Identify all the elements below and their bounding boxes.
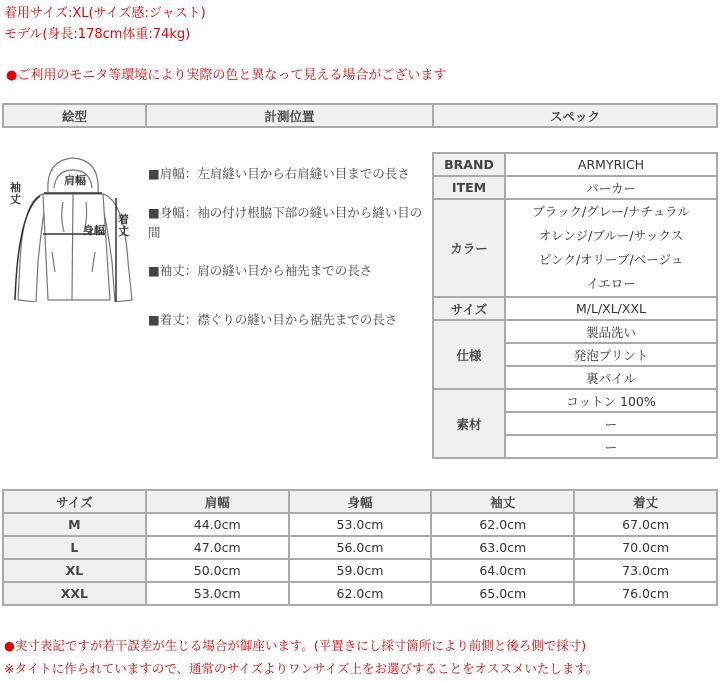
size-cell: 59.0cm [289,559,432,582]
spec-brand: ARMYRICH [505,153,717,176]
table-row [3,513,717,536]
size-cell: 67.0cm [574,513,717,536]
header-measure: 計測位置 [146,104,433,127]
size-header: サイズ [3,490,146,513]
measure-body: ■身幅：袖の付け根脇下部の縫い目から縫い目の間 [148,205,423,240]
header-spec: スペック [433,104,717,127]
table-row [3,536,717,559]
size-cell: 53.0cm [289,513,432,536]
spec-colors [505,199,717,297]
spec-color-label: カラー [433,199,505,297]
size-table [2,489,718,606]
spec-size-label: サイズ [433,297,505,320]
size-cell: 50.0cm [146,559,289,582]
spec-material: ー [505,435,717,458]
size-cell: 62.0cm [431,513,574,536]
label-body: 身幅 [83,224,105,237]
spec-item: パーカー [505,176,717,199]
spec-material-label: 素材 [433,389,505,458]
spec-finish-label: 仕様 [433,320,505,389]
size-header: 袖丈 [431,490,574,513]
size-cell: 76.0cm [574,582,717,605]
size-header: 肩幅 [146,490,289,513]
size-cell: L [3,536,146,559]
measure-sleeve: ■袖丈：肩の縫い目から袖先までの長さ [148,263,373,278]
spec-finish: 裏パイル [505,366,717,389]
size-cell: M [3,513,146,536]
size-header: 着丈 [574,490,717,513]
size-cell: XL [3,559,146,582]
size-cell: 62.0cm [289,582,432,605]
spec-finish: 製品洗い [505,320,717,343]
size-cell: 53.0cm [146,582,289,605]
spec-sizes: M/L/XL/XXL [505,297,717,320]
measure-shoulder: ■肩幅：左肩縫い目から右肩縫い目までの長さ [148,166,410,181]
table-row [3,559,717,582]
spec-item-label: ITEM [433,176,505,199]
size-recommend-note: ※タイトに作られていますので、通常のサイズよりワンサイズ上をお選びすることをオススメいたします。 [4,661,599,676]
size-cell: 44.0cm [146,513,289,536]
measurement-note: ●実寸表記ですが若干誤差が生じる場合が御座います。(平置きにし採寸箇所により前側と後ろ側で採寸) [4,638,587,653]
label-shoulder: 肩幅 [64,174,86,187]
label-length: 着丈 [118,213,129,238]
size-cell: 63.0cm [431,536,574,559]
size-cell: 47.0cm [146,536,289,559]
size-cell: 65.0cm [431,582,574,605]
size-cell: 73.0cm [574,559,717,582]
label-sleeve: 袖丈 [10,181,21,206]
worn-size-note: 着用サイズ:XL(サイズ感:ジャスト) [4,6,206,21]
color-line: オレンジ/ブルー/サックス [538,228,684,243]
color-line: ピンク/オリーブ/ベージュ [538,252,684,267]
spec-material: ー [505,412,717,435]
spec-material: コットン 100% [505,389,717,412]
size-cell: 64.0cm [431,559,574,582]
color-note: ●ご利用のモニタ等環境により実際の色と異なって見える場合がございます [6,68,447,83]
spec-brand-label: BRAND [433,153,505,176]
hoodie-diagram [8,152,143,302]
model-note: モデル(身長:178cm体重:74kg) [4,27,191,42]
table-row [3,582,717,605]
size-cell: 70.0cm [574,536,717,559]
size-cell: 56.0cm [289,536,432,559]
header-illustration: 絵型 [3,104,146,127]
spec-finish: 発泡プリント [505,343,717,366]
spec-table [432,152,718,459]
color-line: イエロー [586,276,636,291]
size-cell: XXL [3,582,146,605]
measure-length: ■着丈：襟ぐりの縫い目から裾先までの長さ [148,312,398,327]
color-line: ブラック/グレー/ナチュラル [532,204,690,219]
size-header: 身幅 [289,490,432,513]
header-table [2,103,718,128]
